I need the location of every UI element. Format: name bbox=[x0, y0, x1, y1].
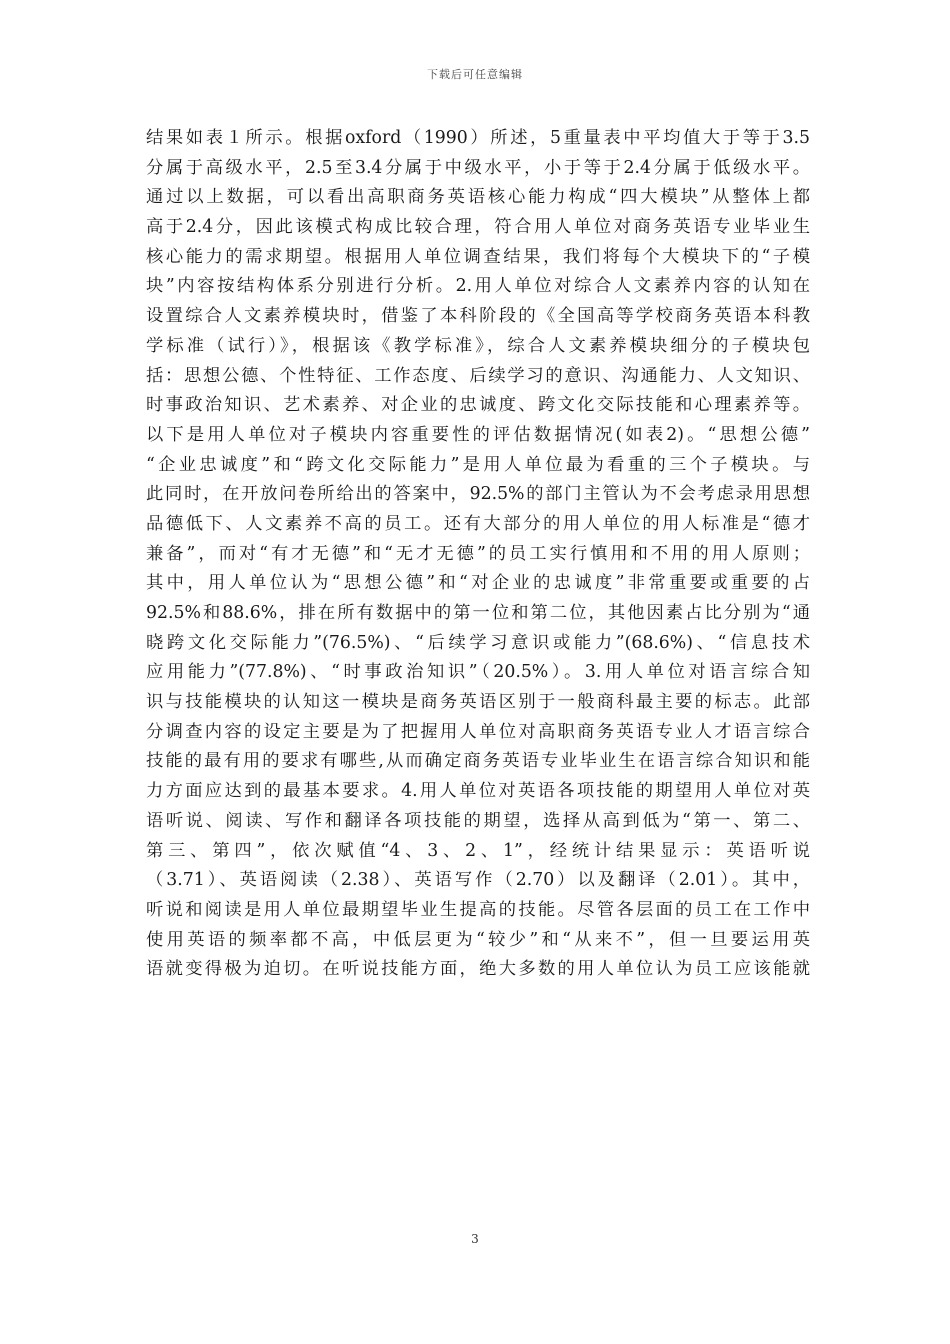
text-line: 识与技能模块的认知这一模块是商务英语区别于一般商科最主要的标志。此部 bbox=[146, 692, 810, 713]
text-line: 此同时，在开放问卷所给出的答案中，92.5%的部门主管认为不会考虑录用思想 bbox=[146, 484, 810, 505]
text-line: 力方面应达到的最基本要求。4.用人单位对英语各项技能的期望用人单位对英 bbox=[146, 781, 810, 802]
body-text bbox=[146, 124, 810, 985]
text-line: 92.5%和88.6%，排在所有数据中的第一位和第二位，其他因素占比分别为“通 bbox=[146, 603, 810, 623]
text-line: 第三、第四”，依次赋值“4、3、2、1”，经统计结果显示：英语听说 bbox=[146, 840, 810, 861]
text-line: 语听说、阅读、写作和翻译各项技能的期望，选择从高到低为“第一、第二、 bbox=[146, 810, 810, 831]
text-line: 块”内容按结构体系分别进行分析。2.用人单位对综合人文素养内容的认知在 bbox=[146, 276, 810, 297]
text-line: 品德低下、人文素养不高的员工。还有大部分的用人单位的用人标准是“德才 bbox=[146, 513, 810, 534]
text-line: 应用能力”(77.8%)、“时事政治知识”（20.5%）。3.用人单位对语言综合知 bbox=[146, 662, 810, 683]
text-line: 技能的最有用的要求有哪些,从而确定商务英语专业毕业生在语言综合知识和能 bbox=[146, 751, 810, 772]
text-line: 分属于高级水平，2.5至3.4分属于中级水平，小于等于2.4分属于低级水平。 bbox=[146, 157, 810, 178]
text-line: 语就变得极为迫切。在听说技能方面，绝大多数的用人单位认为员工应该能就 bbox=[146, 959, 810, 980]
text-line: 设置综合人文素养模块时，借鉴了本科阶段的《全国高等学校商务英语本科教 bbox=[146, 306, 810, 327]
text-line: 使用英语的频率都不高，中低层更为“较少”和“从来不”，但一旦要运用英 bbox=[146, 929, 810, 950]
text-line: 括：思想公德、个性特征、工作态度、后续学习的意识、沟通能力、人文知识、 bbox=[146, 365, 810, 386]
text-line: “企业忠诚度”和“跨文化交际能力”是用人单位最为看重的三个子模块。与 bbox=[146, 454, 810, 475]
text-line: 晓跨文化交际能力”(76.5%)、“后续学习意识或能力”(68.6%)、“信息技术 bbox=[146, 632, 810, 653]
text-line: 以下是用人单位对子模块内容重要性的评估数据情况(如表2)。“思想公德” bbox=[146, 424, 810, 445]
text-line: 兼备”，而对“有才无德”和“无才无德”的员工实行慎用和不用的用人原则； bbox=[146, 543, 810, 564]
text-line: 核心能力的需求期望。根据用人单位调查结果，我们将每个大模块下的“子模 bbox=[146, 246, 810, 267]
text-line: 分调查内容的设定主要是为了把握用人单位对高职商务英语专业人才语言综合 bbox=[146, 721, 810, 742]
page-number: 3 bbox=[471, 1232, 479, 1246]
text-line: 高于2.4分，因此该模式构成比较合理，符合用人单位对商务英语专业毕业生 bbox=[146, 217, 810, 238]
text-line: 学标准（试行）》，根据该《教学标准》，综合人文素养模块细分的子模块包 bbox=[146, 335, 810, 356]
text-line: 通过以上数据，可以看出高职商务英语核心能力构成“四大模块”从整体上都 bbox=[146, 187, 810, 208]
text-line: 听说和阅读是用人单位最期望毕业生提高的技能。尽管各层面的员工在工作中 bbox=[146, 899, 810, 920]
text-line: 时事政治知识、艺术素养、对企业的忠诚度、跨文化交际技能和心理素养等。 bbox=[146, 395, 810, 416]
text-line: （3.71）、英语阅读（2.38）、英语写作（2.70）以及翻译（2.01）。其中， bbox=[146, 870, 810, 891]
text-line: 其中，用人单位认为“思想公德”和“对企业的忠诚度”非常重要或重要的占 bbox=[146, 573, 810, 594]
page-header: 下载后可任意编辑 bbox=[427, 68, 523, 81]
text-line: 结果如表１所示。根据oxford（1990）所述，5重量表中平均值大于等于3.5 bbox=[146, 128, 810, 148]
